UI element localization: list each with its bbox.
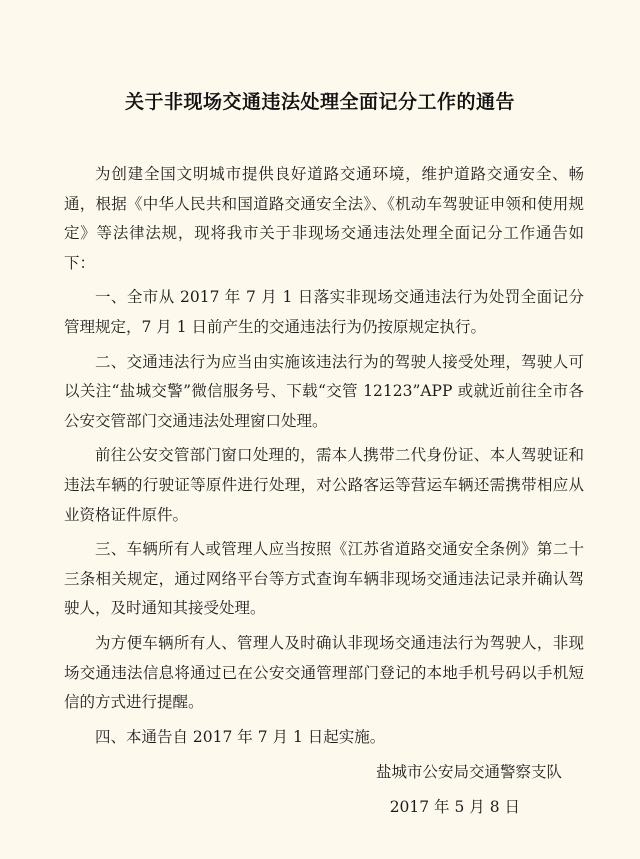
notice-item-3-supplement: 为方便车辆所有人、管理人及时确认非现场交通违法行为驾驶人，非现场交通违法信息将通过已在公安交通管理部门登记的本地手机号码以手机短信的方式进行提醒。 [64,633,584,712]
notice-item-3: 三、车辆所有人或管理人应当按照《江苏省道路交通安全条例》第二十三条相关规定，通过网络平台等方式查询车辆非现场交通违法记录并确认驾驶人，及时通知其接受处理。 [64,540,584,618]
notice-signer: 盐城市公安局交通警察支队 [375,763,562,781]
notice-title: 关于非现场交通违法处理全面记分工作的通告 [124,91,515,113]
notice-intro-paragraph: 为创建全国文明城市提供良好道路交通环境，维护道路交通安全、畅通，根据《中华人民共和国道路交通安全法》、《机动车驾驶证申领和使用规定》等法律法规，现将我市关于非现场交通违法处理全面记分工作通告如下： [64,165,584,272]
notice-item-2: 二、交通违法行为应当由实施该违法行为的驾驶人接受处理，驾驶人可以关注“盐城交警”微信服务号、下载“交管 12123”APP 或就近前往全市各公安交管部门交通违法处理窗口处理。 [64,352,584,430]
notice-body [64,160,584,757]
notice-item-2-supplement: 前往公安交管部门窗口处理的，需本人携带二代身份证、本人驾驶证和违法车辆的行驶证等原件进行处理，对公路客运等营运车辆还需携带相应从业资格证件原件。 [64,446,584,524]
notice-item-1: 一、全市从 2017 年 7 月 1 日落实非现场交通违法行为处罚全面记分管理规定，7 月 1 日前产生的交通违法行为仍按原规定执行。 [64,288,584,336]
notice-date: 2017 年 5 月 8 日 [389,798,520,816]
notice-item-4: 四、本通告自 2017 年 7 月 1 日起实施。 [95,727,386,746]
